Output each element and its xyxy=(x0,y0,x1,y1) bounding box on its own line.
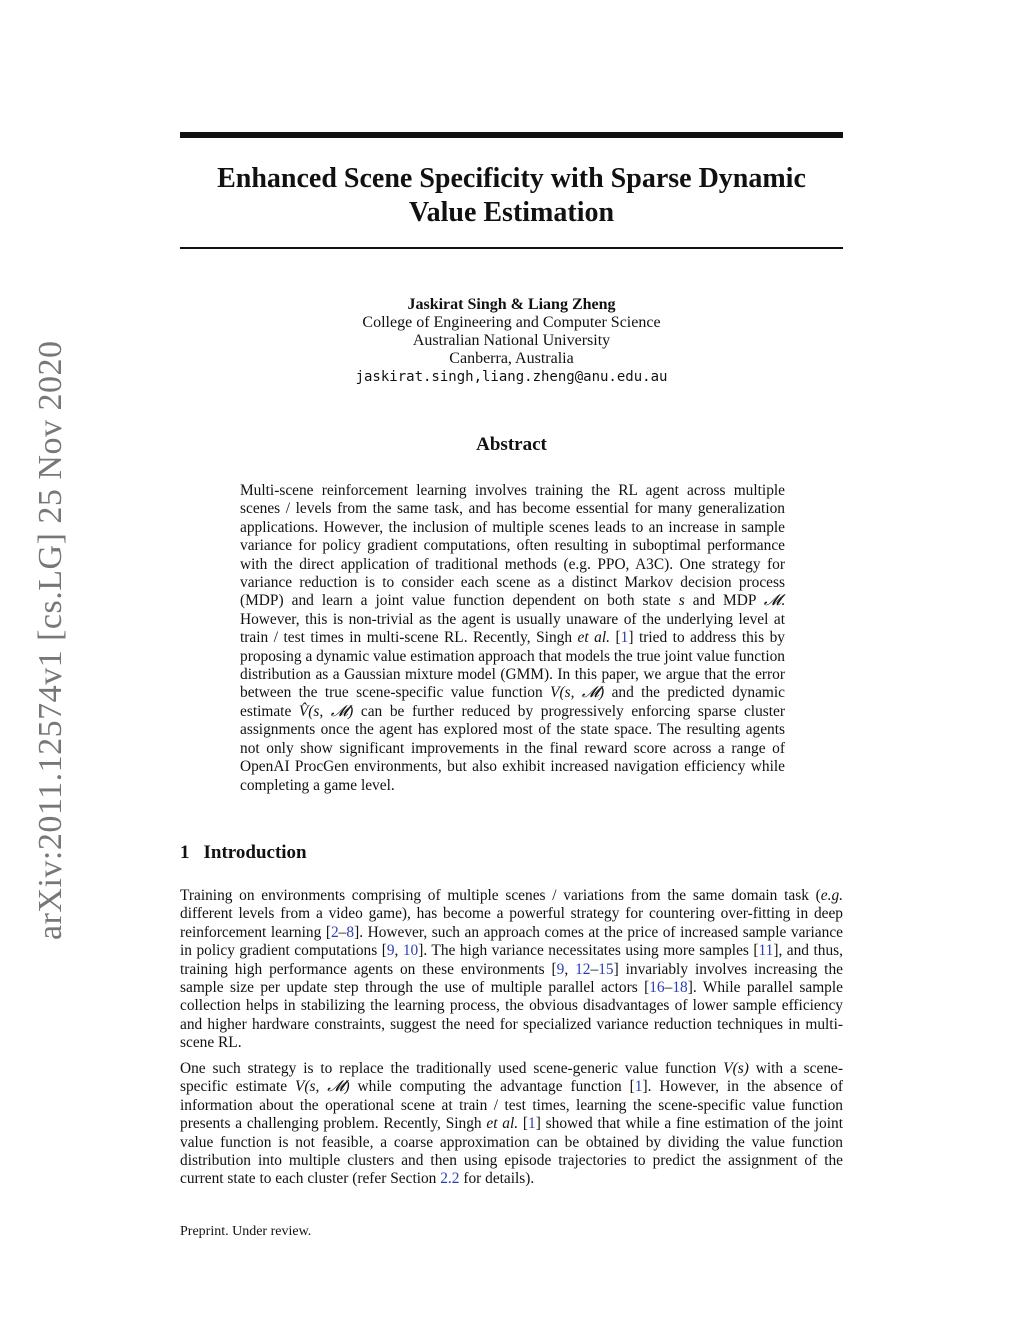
math-mdp: 𝓜 xyxy=(763,592,782,610)
author-location: Canberra, Australia xyxy=(449,350,574,367)
intro-text-segment: [ xyxy=(518,1115,529,1133)
title-bottom-rule xyxy=(180,247,843,249)
title-top-rule xyxy=(180,132,843,138)
abstract-text-segment: and MDP xyxy=(684,592,764,610)
citation-link[interactable]: 1 xyxy=(528,1115,536,1133)
intro-text-segment: ]. The high variance necessitates using more samples [ xyxy=(418,942,759,960)
section-number: 1 xyxy=(180,842,190,863)
section-heading-introduction xyxy=(180,842,307,864)
intro-text-segment: for details). xyxy=(459,1170,535,1188)
citation-dash: – xyxy=(664,979,673,997)
intro-text-segment: ] invariably involves increasing the sample size per update step through the use of multiple parallel actors [ xyxy=(180,960,843,997)
math-value-estimate: V̂(s, 𝓜) xyxy=(298,702,354,720)
math-value-function: V(s, 𝓜) xyxy=(550,684,605,702)
intro-text-segment: One such strategy is to replace the traditionally used scene-generic value function xyxy=(180,1060,724,1077)
preprint-footer: Preprint. Under review. xyxy=(180,1224,312,1239)
citation-link[interactable]: 1 xyxy=(620,629,629,647)
author-names: Jaskirat Singh & Liang Zheng xyxy=(407,296,616,313)
abstract-text-segment: Multi-scene reinforcement learning involves training the RL agent across multiple scenes / levels from the same task, and has become essential for many generalization applications. However, the inclusion of multiple scenes leads to an increase in sample variance for policy gradient computations, often resulting in suboptimal performance with the direct application of traditional methods (e.g. PPO, A3C). One strategy for variance reduction is to consider each scene as a distinct Markov decision process (MDP) and learn a joint value function dependent on both state xyxy=(240,482,785,610)
intro-text-segment: different levels from a video game), has become a powerful strategy for countering over-fitting in deep reinforcement learning [ xyxy=(180,905,843,941)
intro-text-segment: ] showed that while a fine estimation of the joint value function is not feasible, a coarse approximation can be obtained by dividing the value function distribution into multiple clusters and then using episode trajectories to predict the assignment of the current state to each cluster (refer Section xyxy=(180,1115,843,1188)
intro-text-segment: ], and thus, training high performance agents on these environments [ xyxy=(180,942,843,978)
math-state: s xyxy=(678,592,685,610)
eg-abbrev: e.g. xyxy=(820,887,843,904)
abstract-text xyxy=(240,482,785,795)
author-affiliation-2: Australian National University xyxy=(412,332,611,349)
abstract-text-segment: [ xyxy=(609,629,621,647)
author-email[interactable]: jaskirat.singh,liang.zheng@anu.edu.au xyxy=(355,369,668,385)
abstract-text-segment: can be further reduced by progressively enforcing sparse cluster assignments once the agent has explored most of the state space. The resulting agents not only show significant improvements in the final reward score across a range of OpenAI ProcGen environments, but also exhibit increased navigation efficiency while completing a game level. xyxy=(240,702,785,794)
paper-title xyxy=(180,162,843,230)
author-affiliation-1: College of Engineering and Computer Science xyxy=(362,314,661,331)
citation-separator: , xyxy=(564,960,576,978)
citation-separator: , xyxy=(394,942,403,960)
intro-text-segment: while computing the advantage function [ xyxy=(349,1078,635,1096)
abstract-text-segment: ] tried to address this by proposing a dynamic value estimation approach that models the true joint value function distribution as a Gaussian mixture model (GMM). In this paper, we argue that the error between the true scene-specific value function xyxy=(240,629,785,702)
intro-paragraph-1 xyxy=(180,887,843,1053)
citation-link[interactable]: 11 xyxy=(758,942,774,960)
intro-text-segment: with a scene-specific estimate xyxy=(180,1060,843,1096)
intro-text-segment: ]. However, such an approach comes at the price of increased sample variance in policy gradient computations [ xyxy=(180,923,843,960)
citation-link[interactable]: 15 xyxy=(598,960,614,978)
section-reference-link[interactable]: 2.2 xyxy=(440,1170,460,1188)
citation-link[interactable]: 9 xyxy=(556,960,565,978)
intro-text-segment: ]. While parallel sample collection helps in stabilizing the learning process, the obvious disadvantages of lower sample efficiency and higher hardware constraints, suggest the need for specialized variance reduction techniques in multi-scene RL. xyxy=(180,979,843,1052)
citation-link[interactable]: 1 xyxy=(634,1078,643,1096)
math-scene-value-function: V(s, 𝓜) xyxy=(294,1078,350,1096)
citation-link[interactable]: 16 xyxy=(649,979,665,997)
citation-dash: – xyxy=(338,923,347,941)
arxiv-stamp xyxy=(10,300,90,1000)
citation-link[interactable]: 10 xyxy=(402,942,419,960)
citation-link[interactable]: 8 xyxy=(346,923,355,941)
et-al: et al. xyxy=(577,629,610,647)
citation-dash: – xyxy=(590,960,599,978)
arxiv-identifier[interactable]: arXiv:2011.12574v1 [cs.LG] 25 Nov 2020 xyxy=(32,340,69,940)
citation-link[interactable]: 9 xyxy=(386,942,395,960)
math-generic-value-function: V(s) xyxy=(723,1060,749,1077)
title-line-2: Value Estimation xyxy=(408,197,615,228)
title-line-1: Enhanced Scene Specificity with Sparse Dynamic xyxy=(217,163,806,194)
citation-link[interactable]: 18 xyxy=(672,979,688,997)
abstract-text-segment: . However, this is non-trivial as the agent is usually unaware of the underlying level at train / test times in multi-scene RL. Recently, Singh xyxy=(240,592,785,647)
et-al: et al. xyxy=(486,1115,519,1133)
intro-text-segment: Training on environments comprising of multiple scenes / variations from the same domain task ( xyxy=(180,887,821,904)
intro-text-segment: ]. However, in the absence of information about the operational scene at train / test times, learning the scene-specific value function presents a challenging problem. Recently, Singh xyxy=(180,1078,843,1133)
author-block xyxy=(180,296,843,386)
abstract-heading: Abstract xyxy=(476,434,547,455)
abstract-text-segment: and the predicted dynamic estimate xyxy=(240,684,785,720)
citation-link[interactable]: 2 xyxy=(330,923,339,941)
section-title: Introduction xyxy=(203,842,307,863)
citation-link[interactable]: 12 xyxy=(575,960,591,978)
intro-paragraph-2 xyxy=(180,1060,843,1189)
